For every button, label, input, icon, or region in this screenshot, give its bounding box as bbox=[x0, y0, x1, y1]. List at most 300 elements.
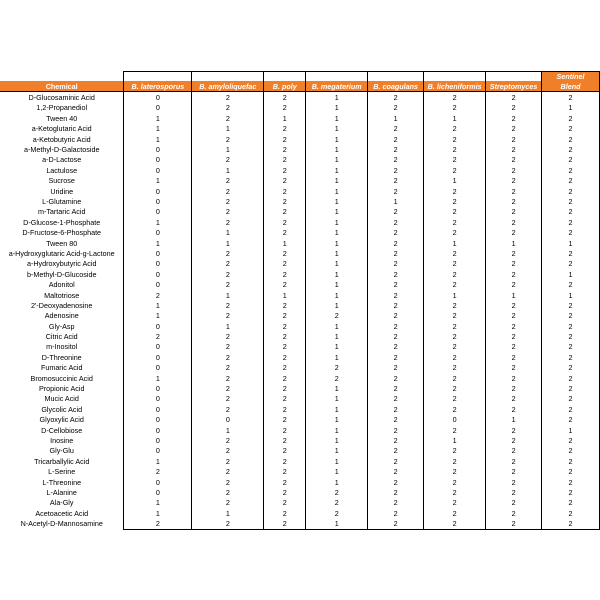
score-cell: 1 bbox=[306, 415, 368, 425]
score-cell: 2 bbox=[192, 103, 264, 113]
score-cell: 2 bbox=[424, 498, 486, 508]
score-cell: 2 bbox=[424, 373, 486, 383]
score-cell: 1 bbox=[486, 415, 542, 425]
score-cell: 2 bbox=[486, 217, 542, 227]
score-cell: 2 bbox=[368, 207, 424, 217]
score-cell: 2 bbox=[368, 311, 424, 321]
score-cell: 2 bbox=[424, 165, 486, 175]
score-cell: 2 bbox=[424, 269, 486, 279]
score-cell: 2 bbox=[542, 352, 600, 362]
score-cell: 2 bbox=[424, 394, 486, 404]
score-cell: 2 bbox=[486, 477, 542, 487]
table-row bbox=[0, 466, 600, 476]
score-cell: 2 bbox=[264, 217, 306, 227]
score-cell: 2 bbox=[542, 363, 600, 373]
score-cell: 2 bbox=[368, 134, 424, 144]
chemical-name-cell: b-Methyl-D-Glucoside bbox=[0, 269, 124, 279]
score-cell: 1 bbox=[124, 124, 192, 134]
score-cell: 1 bbox=[486, 290, 542, 300]
score-cell: 2 bbox=[368, 103, 424, 113]
score-cell: 2 bbox=[542, 498, 600, 508]
score-cell: 2 bbox=[192, 300, 264, 310]
score-cell: 2 bbox=[424, 279, 486, 289]
score-cell: 2 bbox=[486, 321, 542, 331]
chemical-name-cell: Tween 80 bbox=[0, 238, 124, 248]
score-cell: 2 bbox=[192, 518, 264, 529]
score-cell: 0 bbox=[124, 352, 192, 362]
score-cell: 2 bbox=[264, 321, 306, 331]
header-b-amyloliquefac: B. amyloliquefac bbox=[192, 81, 264, 92]
score-cell: 1 bbox=[306, 227, 368, 237]
score-cell: 2 bbox=[542, 186, 600, 196]
score-cell: 2 bbox=[192, 363, 264, 373]
table-row bbox=[0, 227, 600, 237]
score-cell: 2 bbox=[192, 477, 264, 487]
score-cell: 2 bbox=[264, 207, 306, 217]
score-cell: 2 bbox=[424, 518, 486, 529]
score-cell: 2 bbox=[424, 342, 486, 352]
score-cell: 2 bbox=[542, 134, 600, 144]
score-cell: 2 bbox=[542, 144, 600, 154]
score-cell: 2 bbox=[486, 331, 542, 341]
score-cell: 2 bbox=[192, 352, 264, 362]
score-cell: 1 bbox=[306, 321, 368, 331]
score-cell: 2 bbox=[486, 207, 542, 217]
table-row bbox=[0, 477, 600, 487]
score-cell: 2 bbox=[542, 165, 600, 175]
score-cell: 2 bbox=[264, 165, 306, 175]
score-cell: 2 bbox=[368, 487, 424, 497]
score-cell: 2 bbox=[368, 415, 424, 425]
score-cell: 1 bbox=[306, 113, 368, 123]
score-cell: 2 bbox=[542, 508, 600, 518]
score-cell: 2 bbox=[424, 321, 486, 331]
score-cell: 0 bbox=[124, 363, 192, 373]
chemical-name-cell: Tricarballylic Acid bbox=[0, 456, 124, 466]
chemical-name-cell: Fumaric Acid bbox=[0, 363, 124, 373]
score-cell: 2 bbox=[192, 487, 264, 497]
score-cell: 2 bbox=[486, 134, 542, 144]
score-cell: 2 bbox=[542, 321, 600, 331]
score-cell: 1 bbox=[306, 186, 368, 196]
score-cell: 2 bbox=[368, 435, 424, 445]
table-row bbox=[0, 404, 600, 414]
table-row bbox=[0, 103, 600, 113]
chemical-name-cell: D-Cellobiose bbox=[0, 425, 124, 435]
table-row bbox=[0, 259, 600, 269]
score-cell: 2 bbox=[368, 352, 424, 362]
score-cell: 1 bbox=[124, 373, 192, 383]
chemical-name-cell: Acetoacetic Acid bbox=[0, 508, 124, 518]
table-row bbox=[0, 176, 600, 186]
chemical-name-cell: Maltotriose bbox=[0, 290, 124, 300]
header-b-laterosporus: B. laterosporus bbox=[124, 81, 192, 92]
score-cell: 0 bbox=[124, 404, 192, 414]
score-cell: 2 bbox=[368, 238, 424, 248]
chemical-name-cell: Citric Acid bbox=[0, 331, 124, 341]
score-cell: 2 bbox=[124, 466, 192, 476]
score-cell: 1 bbox=[306, 404, 368, 414]
chemical-name-cell: Gly-Glu bbox=[0, 446, 124, 456]
table-row bbox=[0, 435, 600, 445]
score-cell: 1 bbox=[264, 238, 306, 248]
score-cell: 2 bbox=[192, 383, 264, 393]
score-cell: 2 bbox=[424, 487, 486, 497]
score-cell: 2 bbox=[486, 508, 542, 518]
score-cell: 2 bbox=[306, 487, 368, 497]
score-cell: 0 bbox=[124, 446, 192, 456]
score-cell: 0 bbox=[192, 415, 264, 425]
header-b-coagulans: B. coagulans bbox=[368, 81, 424, 92]
score-cell: 2 bbox=[486, 165, 542, 175]
score-cell: 1 bbox=[306, 477, 368, 487]
score-cell: 1 bbox=[124, 113, 192, 123]
score-cell: 2 bbox=[424, 404, 486, 414]
score-cell: 1 bbox=[192, 508, 264, 518]
score-cell: 2 bbox=[306, 311, 368, 321]
score-cell: 2 bbox=[124, 518, 192, 529]
score-cell: 2 bbox=[486, 363, 542, 373]
score-cell: 2 bbox=[486, 352, 542, 362]
chemical-name-cell: a-Ketoglutaric Acid bbox=[0, 124, 124, 134]
table-row bbox=[0, 300, 600, 310]
score-cell: 2 bbox=[368, 186, 424, 196]
score-cell: 2 bbox=[424, 446, 486, 456]
score-cell: 2 bbox=[542, 176, 600, 186]
score-cell: 2 bbox=[192, 113, 264, 123]
score-cell: 2 bbox=[264, 155, 306, 165]
score-cell: 2 bbox=[486, 518, 542, 529]
score-cell: 2 bbox=[192, 446, 264, 456]
score-cell: 1 bbox=[306, 425, 368, 435]
table-row bbox=[0, 498, 600, 508]
score-cell: 2 bbox=[192, 342, 264, 352]
score-cell: 1 bbox=[306, 207, 368, 217]
score-cell: 2 bbox=[542, 248, 600, 258]
score-cell: 1 bbox=[124, 217, 192, 227]
table-row bbox=[0, 425, 600, 435]
table-row bbox=[0, 92, 600, 103]
chemical-name-cell: a-Methyl-D-Galactoside bbox=[0, 144, 124, 154]
score-cell: 1 bbox=[368, 113, 424, 123]
score-cell: 2 bbox=[192, 155, 264, 165]
score-cell: 2 bbox=[192, 207, 264, 217]
score-cell: 2 bbox=[424, 227, 486, 237]
chemical-name-cell: Uridine bbox=[0, 186, 124, 196]
score-cell: 2 bbox=[542, 113, 600, 123]
score-cell: 2 bbox=[192, 466, 264, 476]
score-cell: 1 bbox=[306, 466, 368, 476]
score-cell: 2 bbox=[424, 508, 486, 518]
chemical-name-cell: Mucic Acid bbox=[0, 394, 124, 404]
score-cell: 2 bbox=[192, 404, 264, 414]
chemical-name-cell: L-Threonine bbox=[0, 477, 124, 487]
table-row bbox=[0, 311, 600, 321]
score-cell: 2 bbox=[486, 248, 542, 258]
table-row bbox=[0, 352, 600, 362]
score-cell: 2 bbox=[264, 134, 306, 144]
table-row bbox=[0, 155, 600, 165]
chemical-name-cell: m-Tartaric Acid bbox=[0, 207, 124, 217]
chemical-name-cell: D-Glucosaminic Acid bbox=[0, 92, 124, 103]
score-cell: 1 bbox=[124, 456, 192, 466]
score-cell: 1 bbox=[306, 155, 368, 165]
score-cell: 1 bbox=[306, 269, 368, 279]
score-cell: 0 bbox=[124, 207, 192, 217]
score-cell: 1 bbox=[192, 290, 264, 300]
score-cell: 2 bbox=[368, 383, 424, 393]
score-cell: 2 bbox=[306, 363, 368, 373]
chemical-name-cell: Lactulose bbox=[0, 165, 124, 175]
score-cell: 2 bbox=[192, 394, 264, 404]
score-cell: 2 bbox=[368, 373, 424, 383]
score-cell: 2 bbox=[486, 186, 542, 196]
score-cell: 1 bbox=[542, 425, 600, 435]
score-cell: 2 bbox=[192, 498, 264, 508]
table-row bbox=[0, 124, 600, 134]
table-row bbox=[0, 508, 600, 518]
score-cell: 2 bbox=[486, 113, 542, 123]
score-cell: 2 bbox=[542, 207, 600, 217]
score-cell: 2 bbox=[486, 155, 542, 165]
score-cell: 1 bbox=[124, 300, 192, 310]
score-cell: 1 bbox=[306, 394, 368, 404]
table-row bbox=[0, 290, 600, 300]
score-cell: 2 bbox=[486, 487, 542, 497]
score-cell: 2 bbox=[424, 207, 486, 217]
score-cell: 2 bbox=[486, 404, 542, 414]
score-cell: 1 bbox=[424, 176, 486, 186]
score-cell: 2 bbox=[192, 331, 264, 341]
score-cell: 2 bbox=[424, 134, 486, 144]
score-cell: 2 bbox=[486, 342, 542, 352]
score-cell: 2 bbox=[542, 456, 600, 466]
score-cell: 2 bbox=[264, 300, 306, 310]
score-cell: 2 bbox=[368, 404, 424, 414]
score-cell: 2 bbox=[424, 363, 486, 373]
score-cell: 2 bbox=[486, 311, 542, 321]
score-cell: 2 bbox=[486, 446, 542, 456]
chemical-name-cell: a-Ketobutyric Acid bbox=[0, 134, 124, 144]
table-row bbox=[0, 446, 600, 456]
score-cell: 1 bbox=[306, 196, 368, 206]
score-cell: 1 bbox=[542, 290, 600, 300]
score-cell: 1 bbox=[192, 144, 264, 154]
score-cell: 2 bbox=[264, 363, 306, 373]
score-cell: 1 bbox=[306, 248, 368, 258]
table-row bbox=[0, 165, 600, 175]
score-cell: 1 bbox=[368, 196, 424, 206]
score-cell: 2 bbox=[424, 311, 486, 321]
score-cell: 2 bbox=[486, 92, 542, 103]
header-chemical: Chemical bbox=[0, 81, 124, 92]
score-cell: 1 bbox=[542, 269, 600, 279]
score-cell: 2 bbox=[542, 415, 600, 425]
score-cell: 2 bbox=[368, 498, 424, 508]
score-cell: 2 bbox=[542, 404, 600, 414]
score-cell: 2 bbox=[264, 279, 306, 289]
score-cell: 1 bbox=[306, 352, 368, 362]
score-cell: 1 bbox=[192, 321, 264, 331]
score-cell: 2 bbox=[264, 227, 306, 237]
score-cell: 2 bbox=[542, 217, 600, 227]
table-row bbox=[0, 394, 600, 404]
score-cell: 2 bbox=[424, 186, 486, 196]
score-cell: 1 bbox=[424, 290, 486, 300]
score-cell: 2 bbox=[424, 217, 486, 227]
chemical-name-cell: Ala-Gly bbox=[0, 498, 124, 508]
score-cell: 2 bbox=[486, 124, 542, 134]
score-cell: 2 bbox=[368, 290, 424, 300]
score-cell: 2 bbox=[192, 92, 264, 103]
table-row bbox=[0, 331, 600, 341]
header-b-megaterium: B. megaterium bbox=[306, 81, 368, 92]
score-cell: 2 bbox=[542, 435, 600, 445]
score-cell: 2 bbox=[486, 498, 542, 508]
score-cell: 2 bbox=[542, 518, 600, 529]
score-cell: 2 bbox=[264, 498, 306, 508]
score-cell: 2 bbox=[424, 466, 486, 476]
score-cell: 1 bbox=[424, 238, 486, 248]
score-cell: 2 bbox=[368, 394, 424, 404]
score-cell: 2 bbox=[542, 331, 600, 341]
score-cell: 2 bbox=[542, 155, 600, 165]
score-cell: 0 bbox=[124, 92, 192, 103]
score-cell: 2 bbox=[542, 196, 600, 206]
score-cell: 0 bbox=[124, 259, 192, 269]
score-cell: 2 bbox=[368, 331, 424, 341]
score-cell: 2 bbox=[192, 196, 264, 206]
score-cell: 0 bbox=[124, 342, 192, 352]
score-cell: 2 bbox=[542, 279, 600, 289]
score-cell: 1 bbox=[306, 176, 368, 186]
score-cell: 2 bbox=[368, 144, 424, 154]
score-cell: 2 bbox=[486, 435, 542, 445]
chemical-name-cell: Adenosine bbox=[0, 311, 124, 321]
score-cell: 2 bbox=[486, 103, 542, 113]
score-cell: 1 bbox=[306, 290, 368, 300]
table-row bbox=[0, 373, 600, 383]
chemical-name-cell: Propionic Acid bbox=[0, 383, 124, 393]
score-cell: 2 bbox=[264, 269, 306, 279]
score-cell: 2 bbox=[264, 394, 306, 404]
score-cell: 2 bbox=[368, 518, 424, 529]
table-row bbox=[0, 342, 600, 352]
score-cell: 2 bbox=[486, 144, 542, 154]
score-cell: 2 bbox=[424, 352, 486, 362]
score-cell: 1 bbox=[192, 124, 264, 134]
score-cell: 1 bbox=[124, 508, 192, 518]
score-cell: 1 bbox=[124, 134, 192, 144]
chemical-name-cell: 1,2-Propanediol bbox=[0, 103, 124, 113]
score-cell: 2 bbox=[264, 352, 306, 362]
score-cell: 2 bbox=[424, 124, 486, 134]
score-cell: 2 bbox=[486, 300, 542, 310]
score-cell: 2 bbox=[192, 311, 264, 321]
score-cell: 1 bbox=[264, 290, 306, 300]
score-cell: 2 bbox=[264, 383, 306, 393]
score-cell: 1 bbox=[306, 165, 368, 175]
score-cell: 2 bbox=[368, 227, 424, 237]
score-cell: 0 bbox=[124, 435, 192, 445]
score-cell: 2 bbox=[424, 144, 486, 154]
table-row bbox=[0, 113, 600, 123]
score-cell: 1 bbox=[542, 103, 600, 113]
chemical-name-cell: L-Alanine bbox=[0, 487, 124, 497]
score-cell: 2 bbox=[368, 446, 424, 456]
score-cell: 2 bbox=[424, 248, 486, 258]
score-cell: 0 bbox=[424, 415, 486, 425]
score-cell: 2 bbox=[424, 300, 486, 310]
score-cell: 2 bbox=[192, 435, 264, 445]
chemical-name-cell: Sucrose bbox=[0, 176, 124, 186]
score-cell: 2 bbox=[368, 363, 424, 373]
score-cell: 2 bbox=[368, 176, 424, 186]
chemical-name-cell: m-Inositol bbox=[0, 342, 124, 352]
score-cell: 2 bbox=[264, 144, 306, 154]
sentinel-row bbox=[0, 72, 600, 82]
header-b-licheniformis: B. licheniformis bbox=[424, 81, 486, 92]
score-cell: 2 bbox=[264, 186, 306, 196]
table-row bbox=[0, 186, 600, 196]
score-cell: 1 bbox=[306, 456, 368, 466]
score-cell: 2 bbox=[192, 134, 264, 144]
chemical-name-cell: Tween 40 bbox=[0, 113, 124, 123]
header-b-poly: B. poly bbox=[264, 81, 306, 92]
chemical-name-cell: L-Serine bbox=[0, 466, 124, 476]
score-cell: 2 bbox=[264, 342, 306, 352]
score-cell: 2 bbox=[192, 186, 264, 196]
score-cell: 2 bbox=[306, 498, 368, 508]
score-cell: 2 bbox=[424, 456, 486, 466]
score-cell: 2 bbox=[306, 373, 368, 383]
score-cell: 2 bbox=[486, 227, 542, 237]
score-cell: 2 bbox=[542, 342, 600, 352]
score-cell: 2 bbox=[486, 466, 542, 476]
score-cell: 1 bbox=[192, 425, 264, 435]
table-row bbox=[0, 415, 600, 425]
score-cell: 1 bbox=[306, 331, 368, 341]
score-cell: 0 bbox=[124, 248, 192, 258]
score-cell: 2 bbox=[192, 279, 264, 289]
score-cell: 2 bbox=[264, 508, 306, 518]
score-cell: 1 bbox=[306, 446, 368, 456]
score-cell: 2 bbox=[192, 259, 264, 269]
score-cell: 2 bbox=[424, 103, 486, 113]
chemical-name-cell: Glyoxylic Acid bbox=[0, 415, 124, 425]
score-cell: 2 bbox=[486, 394, 542, 404]
score-cell: 2 bbox=[486, 196, 542, 206]
score-cell: 2 bbox=[542, 477, 600, 487]
table-row bbox=[0, 518, 600, 529]
chemical-name-cell: N-Acetyl-D-Mannosamine bbox=[0, 518, 124, 529]
score-cell: 2 bbox=[424, 477, 486, 487]
score-cell: 2 bbox=[264, 124, 306, 134]
score-cell: 2 bbox=[542, 487, 600, 497]
chemical-name-cell: D-Fructose-6-Phosphate bbox=[0, 227, 124, 237]
table-row bbox=[0, 207, 600, 217]
score-cell: 2 bbox=[486, 269, 542, 279]
score-cell: 2 bbox=[542, 394, 600, 404]
score-cell: 2 bbox=[264, 331, 306, 341]
score-cell: 2 bbox=[368, 300, 424, 310]
score-cell: 0 bbox=[124, 415, 192, 425]
table-row bbox=[0, 238, 600, 248]
score-cell: 2 bbox=[486, 176, 542, 186]
score-cell: 1 bbox=[542, 238, 600, 248]
score-cell: 2 bbox=[486, 383, 542, 393]
score-cell: 2 bbox=[264, 248, 306, 258]
